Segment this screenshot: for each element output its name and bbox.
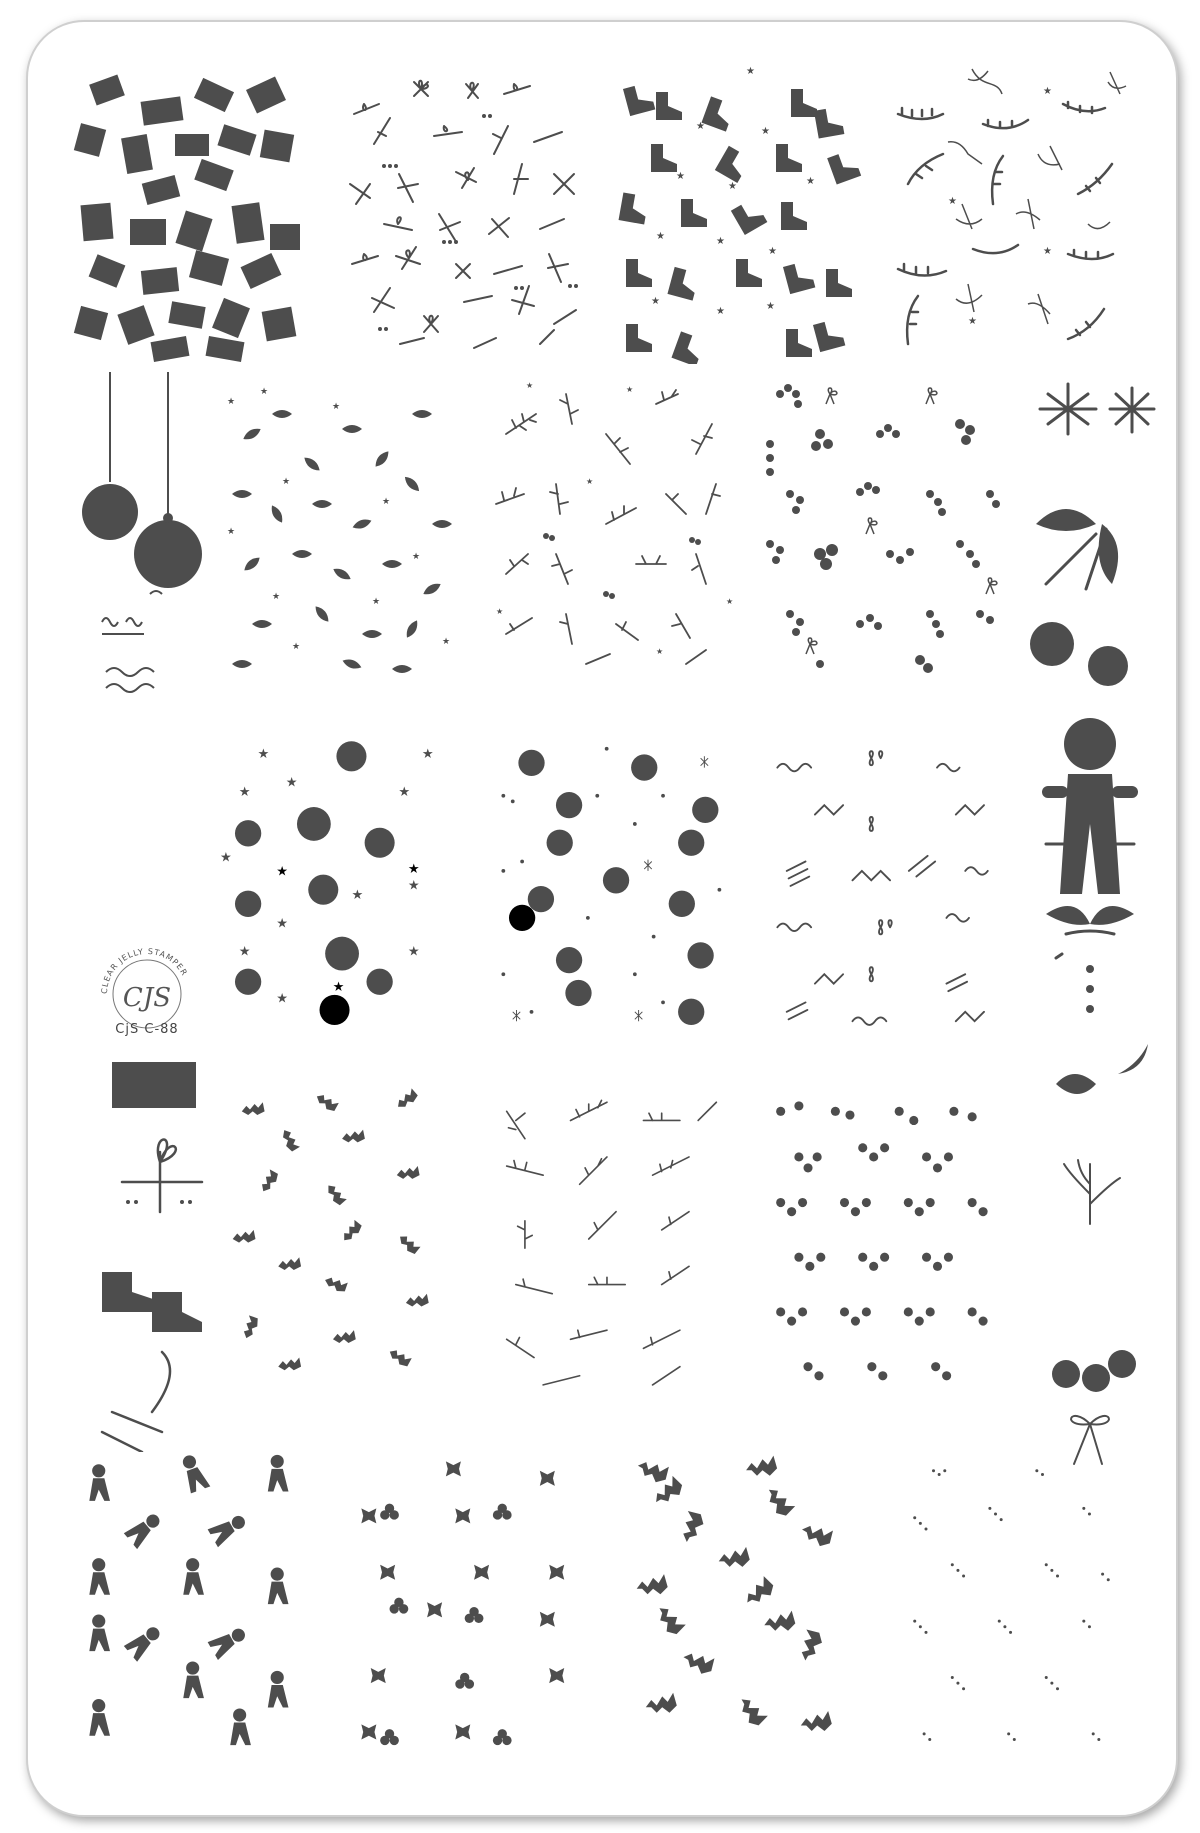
svg-text:★: ★ [806,176,815,187]
design-bows-and-crosses [344,54,606,364]
svg-text:★: ★ [728,181,737,192]
stamping-plate [26,20,1178,1817]
brand-name: CLEAR JELLY STAMPER [99,946,190,995]
svg-text:★: ★ [968,316,977,327]
svg-text:★: ★ [227,527,236,537]
svg-text:★: ★ [398,784,411,800]
svg-text:★: ★ [766,301,775,312]
design-holly-clusters [616,1452,878,1762]
svg-text:★: ★ [407,878,420,894]
svg-text:★: ★ [1043,86,1052,97]
svg-text:★: ★ [219,850,232,866]
svg-text:★: ★ [696,121,705,132]
svg-text:★: ★ [442,637,451,647]
svg-text:★: ★ [332,402,341,412]
design-strip-icons [1026,374,1156,1484]
svg-text:★: ★ [626,385,634,394]
svg-text:★: ★ [586,477,594,486]
design-squiggles [760,730,1022,1040]
svg-text:★: ★ [726,597,734,606]
svg-text:★: ★ [276,991,289,1007]
design-dot-clusters [760,1084,1022,1394]
design-strip-gifts [72,1052,212,1452]
design-pine-sprigs [486,374,748,684]
svg-text:★: ★ [382,497,391,507]
design-ornaments-and-snow [486,730,748,1040]
svg-text:★: ★ [761,126,770,137]
svg-text:★: ★ [948,196,957,207]
svg-text:★: ★ [1043,246,1052,257]
design-tiny-dots [888,1452,1150,1762]
brand-monogram: CJS [122,983,172,1013]
design-gingerbread-men [72,1452,334,1762]
design-strip-ornaments [72,372,212,732]
svg-text:★: ★ [332,980,345,996]
design-rectangles [72,54,334,364]
svg-text:★: ★ [676,171,685,182]
svg-text:★: ★ [412,552,421,562]
svg-text:★: ★ [238,784,251,800]
svg-text:★: ★ [285,775,298,791]
svg-text:★: ★ [656,231,665,242]
design-ornaments-and-stars [212,730,474,1040]
design-holly-pairs [212,1084,474,1394]
design-dots-and-bows [760,374,1022,684]
svg-text:★: ★ [716,236,725,247]
svg-text:★: ★ [276,916,289,932]
svg-text:★: ★ [407,944,420,960]
design-boots-and-stars [616,54,878,364]
svg-text:★: ★ [282,477,291,487]
svg-text:★: ★ [768,246,777,257]
svg-text:★: ★ [227,397,236,407]
svg-text:★: ★ [407,861,420,877]
svg-text:★: ★ [746,66,755,77]
svg-text:★: ★ [257,747,270,763]
svg-text:★: ★ [651,296,660,307]
design-holly-leaves [212,374,474,684]
design-bows-and-clovers [344,1452,606,1762]
plate-code: CjS C-88 [115,1022,179,1037]
svg-text:★: ★ [260,387,269,397]
svg-text:★: ★ [421,747,434,763]
svg-text:★: ★ [496,607,504,616]
svg-text:★: ★ [372,597,381,607]
svg-text:★: ★ [272,592,281,602]
svg-text:★: ★ [238,944,251,960]
svg-text:★: ★ [292,642,301,652]
svg-text:★: ★ [276,864,289,880]
svg-text:★: ★ [526,381,534,390]
svg-text:★: ★ [351,888,364,904]
design-sleds-and-skates [888,54,1150,364]
design-pine-branches [486,1084,748,1394]
svg-text:★: ★ [656,647,664,656]
svg-text:★: ★ [716,306,725,317]
